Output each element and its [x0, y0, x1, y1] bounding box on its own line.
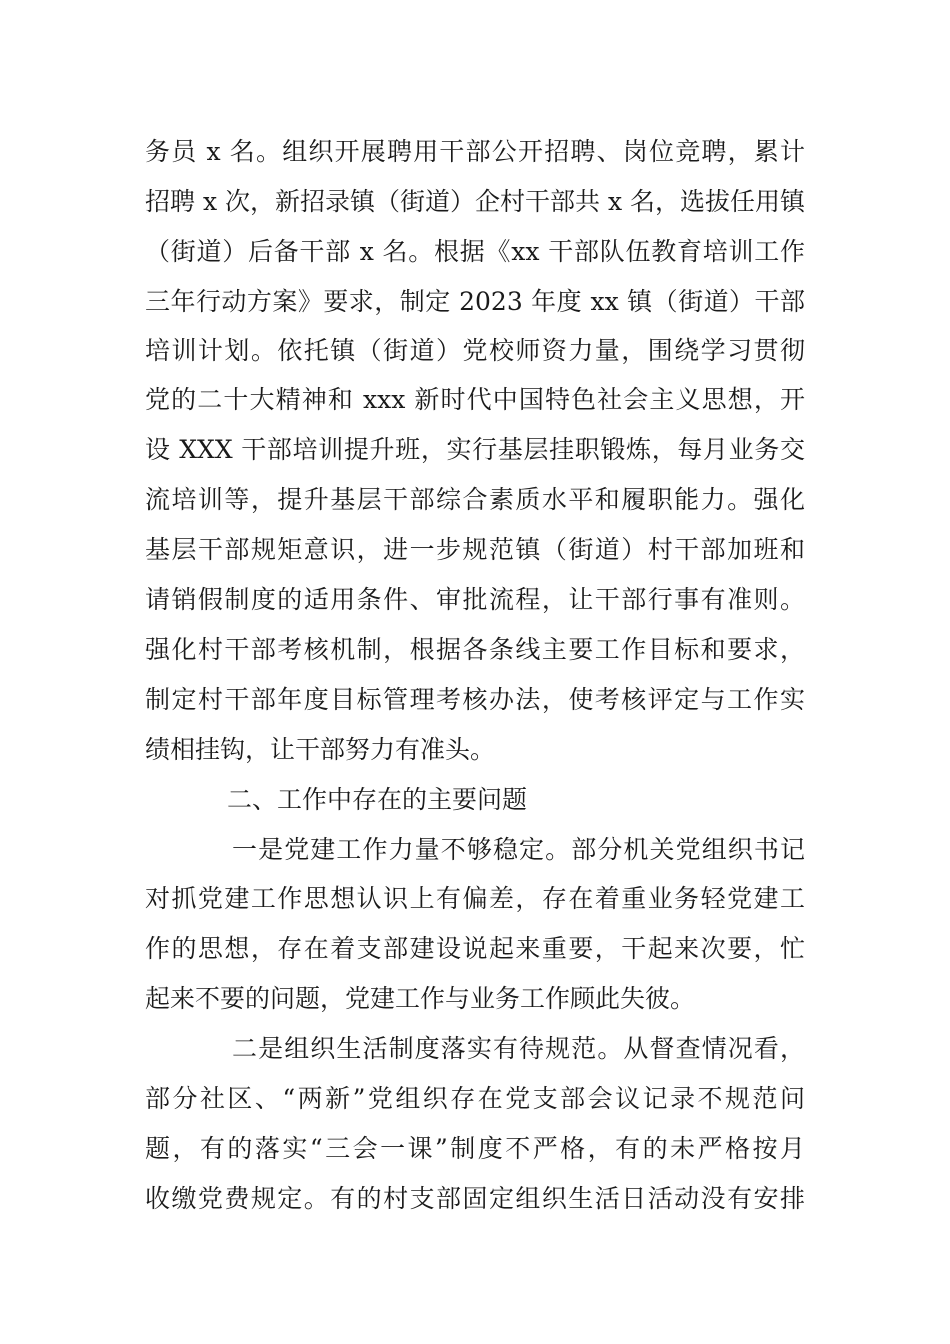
- paragraph-first-line: 一是党建工作力量不够稳定。部分机关党组织书记: [232, 835, 805, 864]
- body-text-line: 流培训等，提升基层干部综合素质水平和履职能力。强化: [145, 485, 805, 514]
- body-text-line: 起来不要的问题，党建工作与业务工作顾此失彼。: [145, 984, 696, 1013]
- body-text-line: 培训计划。依托镇（街道）党校师资力量，围绕学习贯彻: [145, 336, 805, 365]
- body-text-line: 作的思想，存在着支部建设说起来重要，干起来次要，忙: [145, 934, 805, 963]
- body-text-line: 绩相挂钩，让干部努力有准头。: [145, 735, 496, 764]
- body-text-line: 制定村干部年度目标管理考核办法，使考核评定与工作实: [145, 685, 805, 714]
- body-text-line: 党的二十大精神和 xxx 新时代中国特色社会主义思想，开: [145, 385, 805, 414]
- body-text-line: 基层干部规矩意识，进一步规范镇（街道）村干部加班和: [145, 535, 805, 564]
- body-text-line: 三年行动方案》要求，制定 2023 年度 xx 镇（街道）干部: [145, 287, 805, 316]
- body-text-line: 招聘 x 次，新招录镇（街道）企村干部共 x 名，选拔任用镇: [145, 187, 805, 216]
- body-text-line: 收缴党费规定。有的村支部固定组织生活日活动没有安排: [145, 1184, 805, 1213]
- body-text-line: 请销假制度的适用条件、审批流程，让干部行事有准则。: [145, 585, 805, 614]
- section-heading: 二、工作中存在的主要问题: [227, 785, 528, 814]
- body-text-line: 设 XXX 干部培训提升班，实行基层挂职锻炼，每月业务交: [145, 435, 805, 464]
- body-text-line: 对抓党建工作思想认识上有偏差，存在着重业务轻党建工: [145, 884, 805, 913]
- body-text-line: 部分社区、“两新”党组织存在党支部会议记录不规范问: [145, 1084, 805, 1113]
- paragraph-first-line: 二是组织生活制度落实有待规范。从督查情况看，: [232, 1034, 805, 1063]
- body-text-line: 强化村干部考核机制，根据各条线主要工作目标和要求，: [145, 635, 805, 664]
- body-text-line: （街道）后备干部 x 名。根据《xx 干部队伍教育培训工作: [145, 237, 805, 266]
- body-text-line: 务员 x 名。组织开展聘用干部公开招聘、岗位竞聘，累计: [145, 137, 805, 166]
- body-text-line: 题，有的落实“三会一课”制度不严格，有的未严格按月: [145, 1134, 805, 1163]
